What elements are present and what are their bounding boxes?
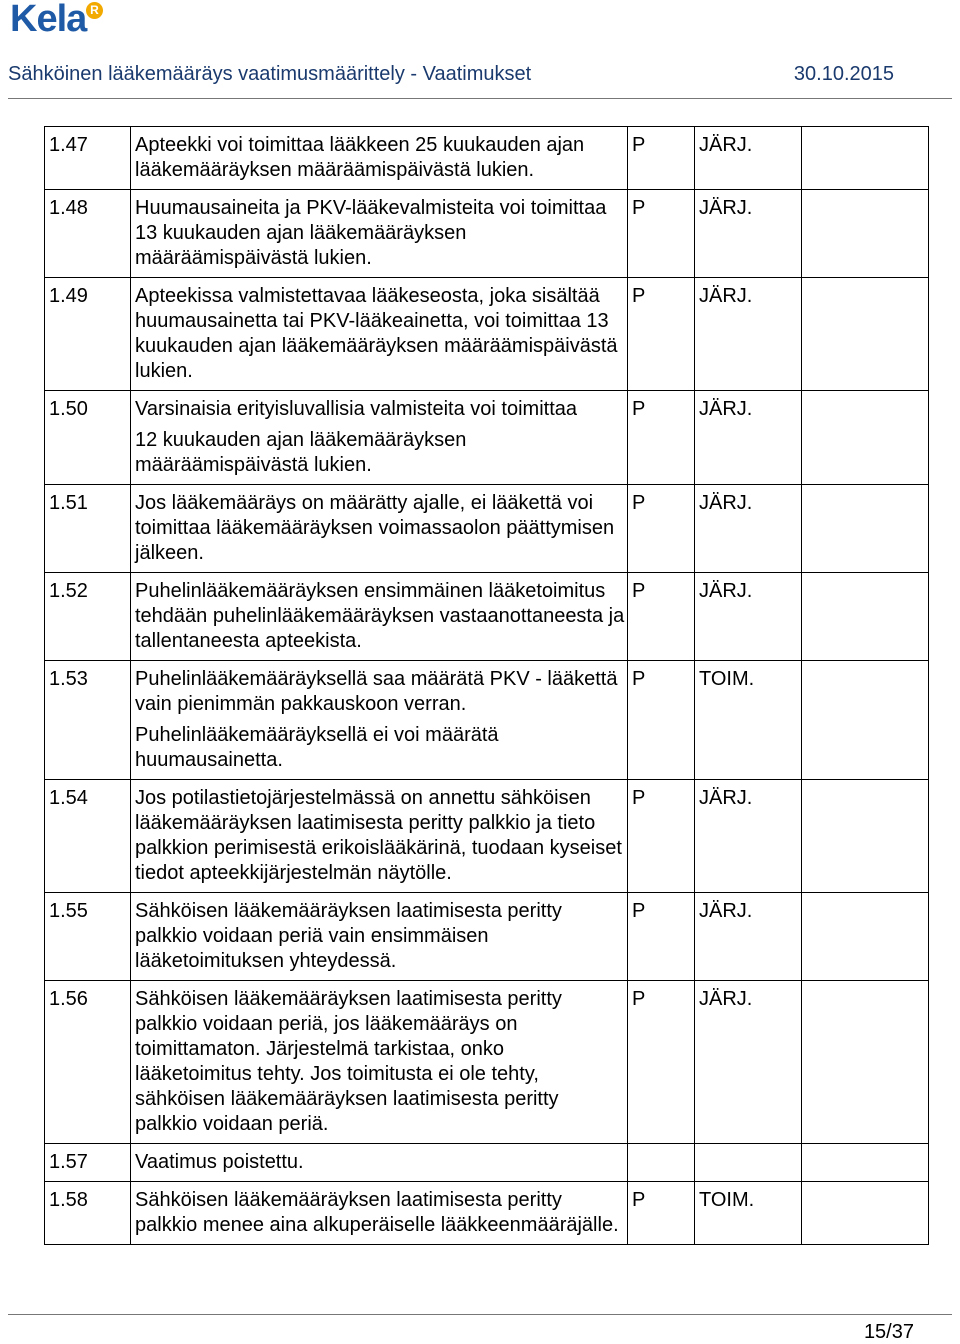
requirement-paragraph: Puhelinlääkemääräyksen ensimmäinen lääketoimitus tehdään puhelinlääkemääräyksen vastaanottaneesta ja tallentaneesta apteekista. — [135, 580, 625, 652]
requirement-text — [131, 661, 628, 780]
requirement-scope: JÄRJ. — [695, 127, 802, 190]
requirement-scope — [695, 1144, 802, 1182]
requirement-notes — [802, 893, 929, 981]
requirement-priority: P — [628, 780, 695, 893]
requirement-notes — [802, 278, 929, 391]
requirement-scope: JÄRJ. — [695, 573, 802, 661]
requirement-id: 1.58 — [45, 1182, 131, 1245]
table-row — [45, 1182, 929, 1245]
requirements-table — [44, 126, 929, 1245]
requirement-id: 1.56 — [45, 981, 131, 1144]
requirement-paragraph: Puhelinlääkemääräyksellä ei voi määrätä huumausainetta. — [135, 724, 499, 771]
requirement-id: 1.53 — [45, 661, 131, 780]
table-row — [45, 391, 929, 485]
requirement-id: 1.47 — [45, 127, 131, 190]
document-title: Sähköinen lääkemääräys vaatimusmäärittely - Vaatimukset — [8, 63, 532, 85]
requirement-priority — [628, 1144, 695, 1182]
table-row — [45, 893, 929, 981]
requirement-paragraph: Jos potilastietojärjestelmässä on annettu sähköisen lääkemääräyksen laatimisesta peritty palkkio ja tieto palkkion perimisestä erikoislääkärinä, tuodaan kyseiset tiedot apteekkijärjestelmän näytölle. — [135, 787, 622, 884]
requirement-text — [131, 573, 628, 661]
requirement-priority: P — [628, 893, 695, 981]
requirement-paragraph: Sähköisen lääkemääräyksen laatimisesta peritty palkkio voidaan periä vain ensimmäisen lääketoimituksen yhteydessä. — [135, 900, 562, 972]
table-row — [45, 127, 929, 190]
requirement-scope: JÄRJ. — [695, 485, 802, 573]
requirement-priority: P — [628, 190, 695, 278]
requirement-scope: JÄRJ. — [695, 278, 802, 391]
requirement-notes — [802, 1144, 929, 1182]
table-row — [45, 573, 929, 661]
requirement-notes — [802, 661, 929, 780]
requirement-notes — [802, 485, 929, 573]
requirement-paragraph: Apteekissa valmistettavaa lääkeseosta, joka sisältää huumausainetta tai PKV-lääkeainetta, voi toimittaa 13 kuukauden ajan lääkemääräyksen määräämispäivästä lukien. — [135, 285, 618, 382]
requirement-scope: JÄRJ. — [695, 981, 802, 1144]
requirement-priority: P — [628, 981, 695, 1144]
requirement-id: 1.57 — [45, 1144, 131, 1182]
requirement-scope: JÄRJ. — [695, 780, 802, 893]
requirement-text — [131, 1144, 628, 1182]
requirement-id: 1.55 — [45, 893, 131, 981]
requirement-notes — [802, 1182, 929, 1245]
requirement-id: 1.54 — [45, 780, 131, 893]
requirement-text — [131, 1182, 628, 1245]
requirement-id: 1.49 — [45, 278, 131, 391]
page-number: 15/37 — [863, 1321, 914, 1343]
logo-registered-badge: R — [86, 2, 103, 19]
requirement-notes — [802, 573, 929, 661]
requirement-notes — [802, 981, 929, 1144]
page-header — [8, 60, 952, 99]
requirement-id: 1.50 — [45, 391, 131, 485]
requirement-notes — [802, 391, 929, 485]
requirement-text — [131, 190, 628, 278]
table-row — [45, 981, 929, 1144]
requirement-paragraph: 12 kuukauden ajan lääkemääräyksen määräämispäivästä lukien. — [135, 429, 467, 476]
requirement-paragraph: Varsinaisia erityisluvallisia valmisteita voi toimittaa — [135, 398, 578, 420]
table-row — [45, 661, 929, 780]
requirement-priority: P — [628, 278, 695, 391]
requirement-priority: P — [628, 661, 695, 780]
requirement-scope: JÄRJ. — [695, 391, 802, 485]
requirement-notes — [802, 127, 929, 190]
table-row — [45, 278, 929, 391]
requirement-paragraph: Sähköisen lääkemääräyksen laatimisesta peritty palkkio menee aina alkuperäiselle lääkkeenmääräjälle. — [135, 1189, 619, 1236]
requirement-text — [131, 485, 628, 573]
document-date: 30.10.2015 — [793, 63, 894, 85]
table-row — [45, 190, 929, 278]
requirement-text — [131, 893, 628, 981]
requirement-id: 1.51 — [45, 485, 131, 573]
requirement-paragraph: Jos lääkemääräys on määrätty ajalle, ei lääkettä voi toimittaa lääkemääräyksen voimassaolon päättymisen jälkeen. — [135, 492, 615, 564]
requirement-text — [131, 981, 628, 1144]
requirement-paragraph: Apteekki voi toimittaa lääkkeen 25 kuukauden ajan lääkemääräyksen määräämispäivästä lukien. — [135, 134, 585, 181]
page-footer — [8, 1314, 952, 1343]
requirement-scope: JÄRJ. — [695, 893, 802, 981]
requirement-priority: P — [628, 1182, 695, 1245]
requirement-scope: JÄRJ. — [695, 190, 802, 278]
requirement-text — [131, 780, 628, 893]
requirement-scope: TOIM. — [695, 661, 802, 780]
requirement-text — [131, 127, 628, 190]
table-row — [45, 485, 929, 573]
kela-logo — [10, 2, 120, 48]
table-row — [45, 780, 929, 893]
requirement-id: 1.52 — [45, 573, 131, 661]
requirement-paragraph: Sähköisen lääkemääräyksen laatimisesta peritty palkkio voidaan periä, jos lääkemääräys on toimittamaton. Järjestelmä tarkistaa, onko lääketoimitus tehty. Jos toimitusta ei ole tehty, sähköisen lääkemääräyksen laatimisesta peritty palkkio voidaan periä. — [135, 988, 562, 1135]
requirement-notes — [802, 780, 929, 893]
logo-wordmark: Kela — [10, 0, 87, 40]
requirement-paragraph: Huumausaineita ja PKV-lääkevalmisteita voi toimittaa 13 kuukauden ajan lääkemääräyksen määräämispäivästä lukien. — [135, 197, 607, 269]
table-row — [45, 1144, 929, 1182]
requirement-text — [131, 278, 628, 391]
requirement-paragraph: Vaatimus poistettu. — [135, 1151, 304, 1173]
requirement-text — [131, 391, 628, 485]
requirement-scope: TOIM. — [695, 1182, 802, 1245]
requirement-priority: P — [628, 391, 695, 485]
requirement-priority: P — [628, 485, 695, 573]
requirement-notes — [802, 190, 929, 278]
requirement-priority: P — [628, 573, 695, 661]
requirement-id: 1.48 — [45, 190, 131, 278]
requirement-priority: P — [628, 127, 695, 190]
requirement-paragraph: Puhelinlääkemääräyksellä saa määrätä PKV - lääkettä vain pienimmän pakkauskoon verran. — [135, 668, 618, 715]
requirements-table-body — [45, 127, 929, 1245]
